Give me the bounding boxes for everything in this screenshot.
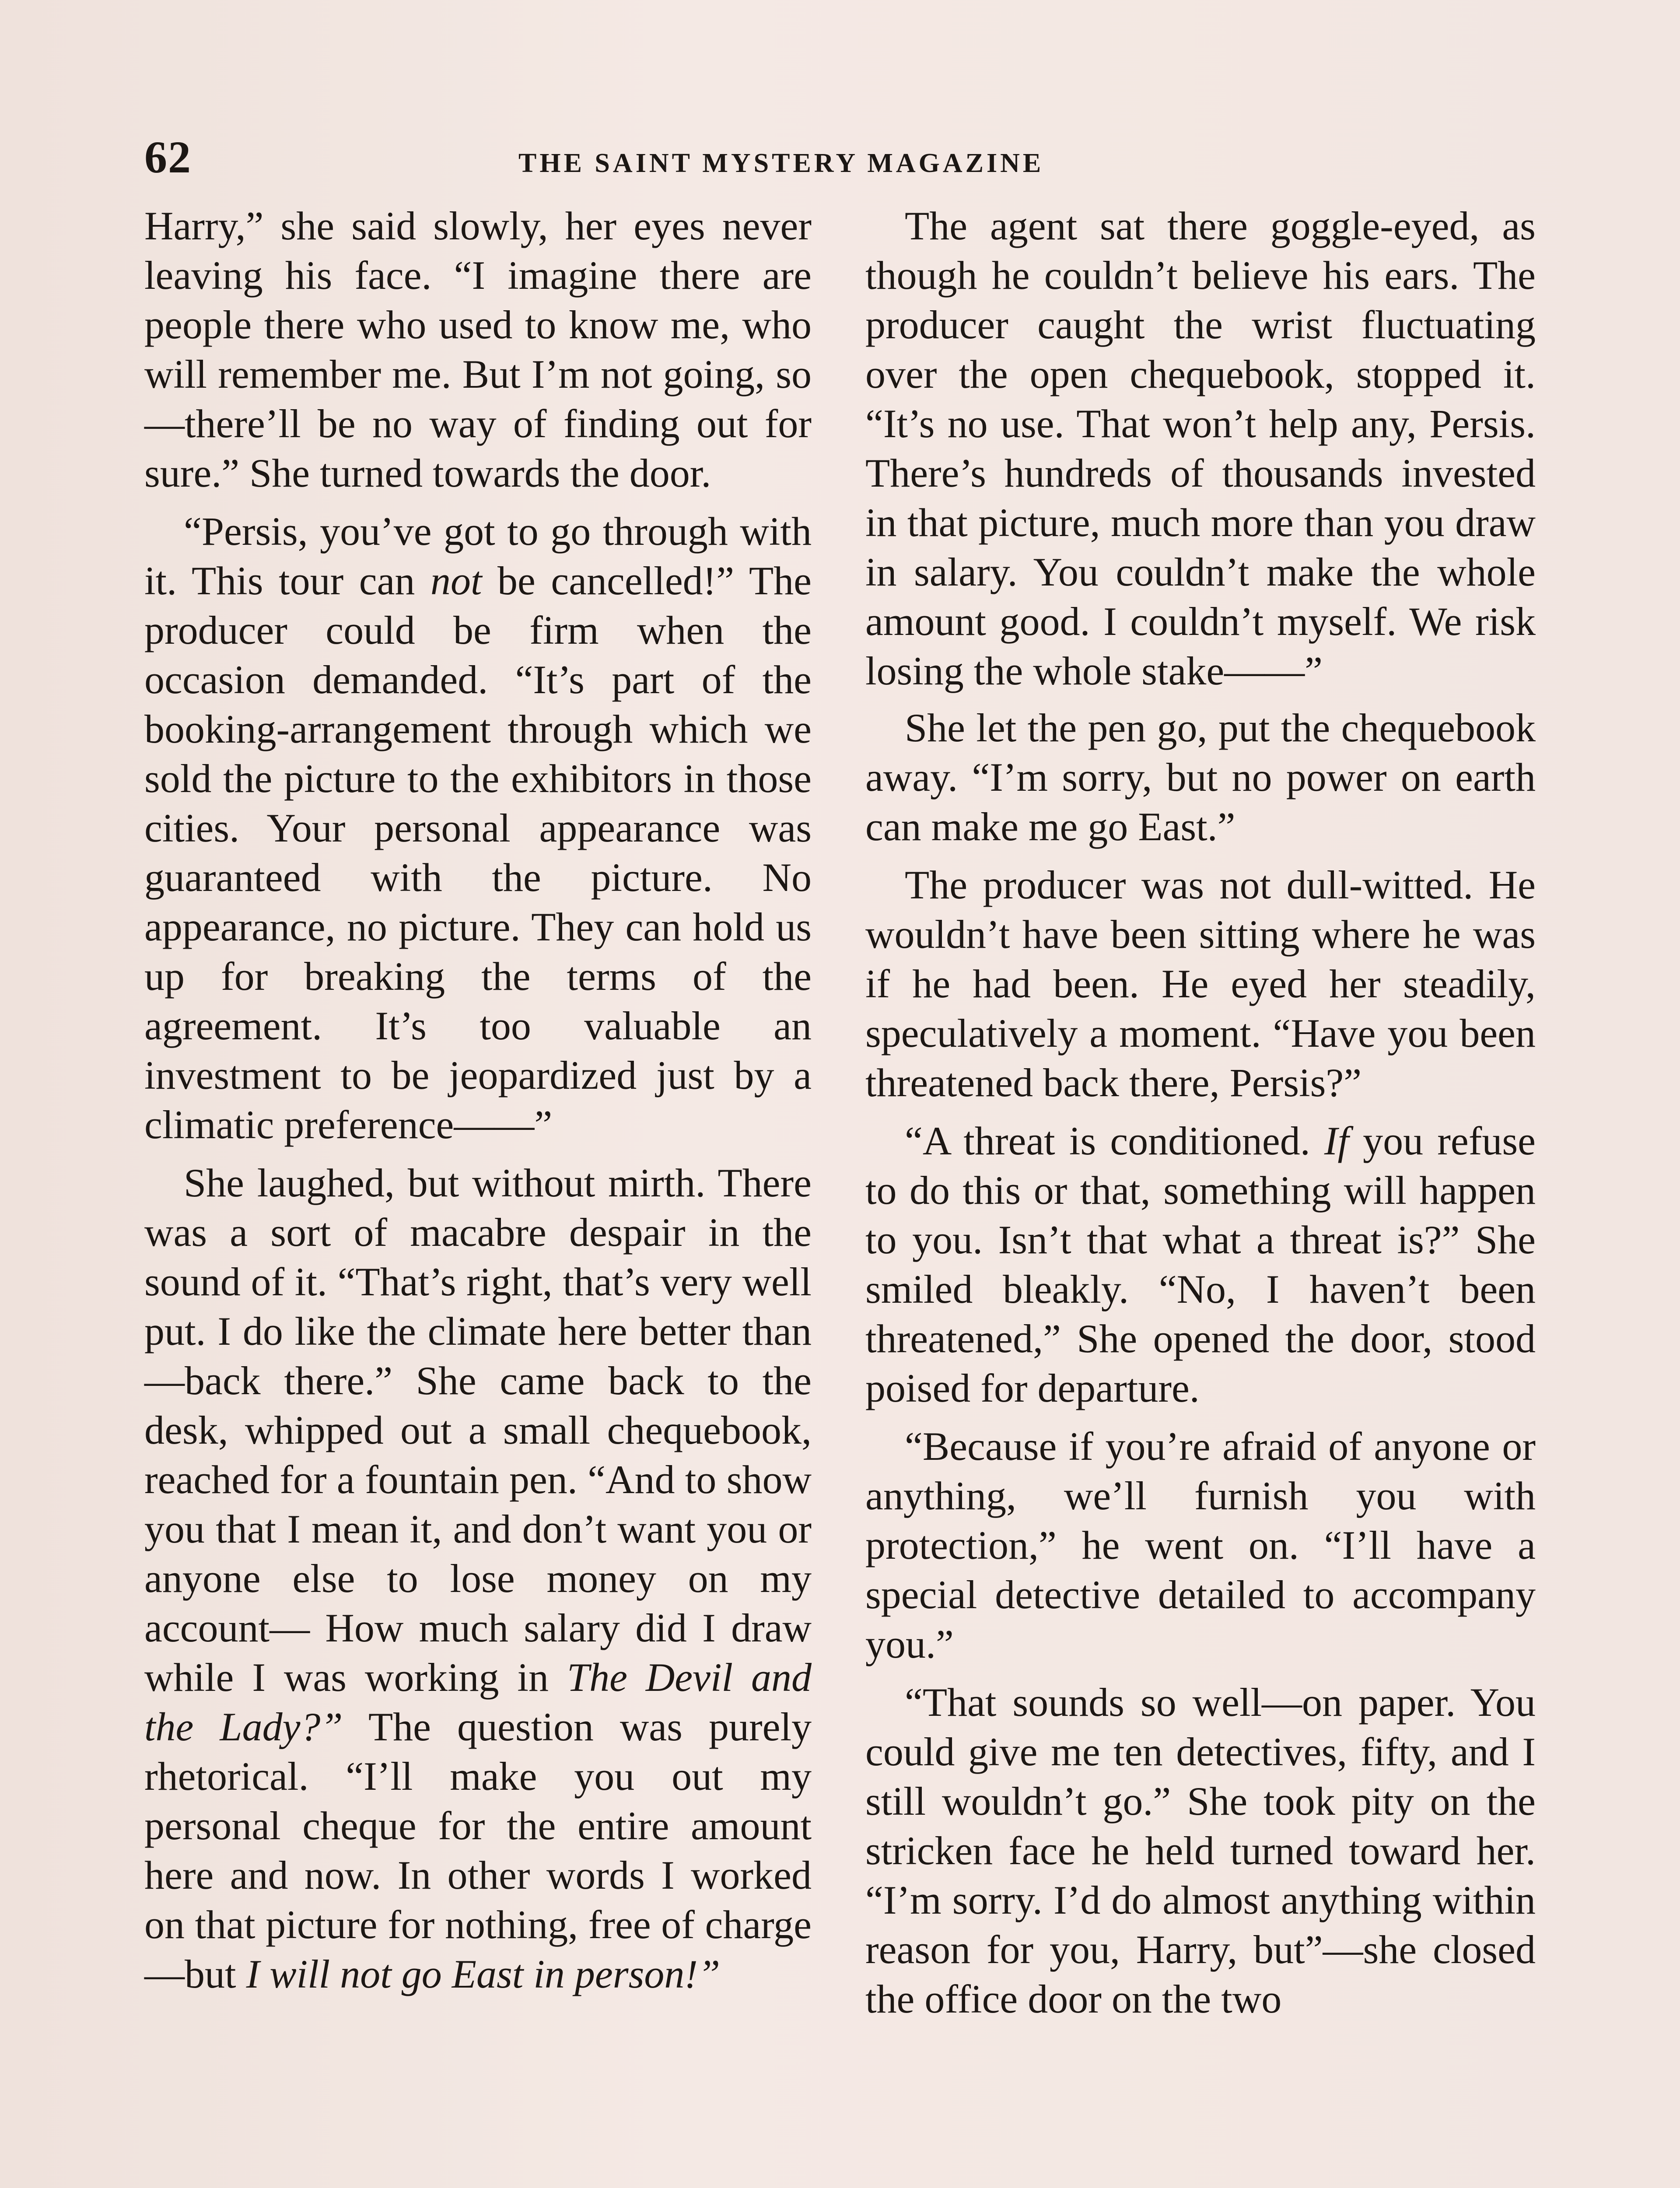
- page-header: [144, 131, 1536, 182]
- paragraph-text: She laughed, but without mirth. There was a sort of macabre despair in the sound of it. “That’s right, that’s very well put. I do like the climate here better than—back there.” She came back to the desk, whipped out a small chequebook, reached for a fountain pen. “And to show you that I mean it, and don’t want you or anyone else to lose money on my account— How much salary did I draw while I was working in: [144, 1161, 812, 1700]
- left-column: [144, 201, 812, 2006]
- paragraph-text: “Persis, you’ve got to go through with it. This tour can: [144, 509, 812, 603]
- paragraph: [865, 1116, 1536, 1413]
- italic-text: I will not go East in person!”: [246, 1952, 721, 1996]
- paragraph-text: The producer was not dull-witted. He wouldn’t have been sitting where he was if he had been. He eyed her steadily, speculatively a moment. “Have you been threatened back there, Persis?”: [865, 863, 1536, 1105]
- paragraph: [144, 507, 812, 1150]
- paragraph: [865, 703, 1536, 852]
- paragraph-text: you refuse to do this or that, something will happen to you. Isn’t that what a threat is?” She smiled bleakly. “No, I haven’t been threatened,” She opened the door, stood poised for departure.: [865, 1119, 1536, 1410]
- right-column: [865, 201, 1536, 2031]
- paragraph-text: She let the pen go, put the chequebook away. “I’m sorry, but no power on earth can make me go East.”: [865, 705, 1536, 849]
- paragraph-text: “Because if you’re afraid of anyone or anything, we’ll furnish you with protection,” he went on. “I’ll have a special detective detailed to accompany you.”: [865, 1424, 1536, 1666]
- italic-text: If: [1324, 1119, 1349, 1163]
- page-number: 62: [144, 132, 192, 182]
- paragraph: [865, 860, 1536, 1108]
- italic-text: not: [430, 558, 482, 603]
- paragraph: [865, 201, 1536, 696]
- paragraph: [144, 1158, 812, 1999]
- paragraph-text: The agent sat there goggle-eyed, as though he couldn’t believe his ears. The producer caught the wrist fluctuating over the open chequebook, stopped it. “It’s no use. That won’t help any, Persis. There’s hundreds of thousands invested in that picture, much more than you draw in salary. You couldn’t make the whole amount good. I couldn’t myself. We risk losing the whole stake——”: [865, 203, 1536, 693]
- paragraph-text: The question was purely rhetorical. “I’ll make you out my personal cheque for the entire amount here and now. In other words I worked on that picture for nothing, free of charge—but: [144, 1704, 812, 1996]
- paragraph-text: “That sounds so well—on paper. You could give me ten detectives, fifty, and I still wouldn’t go.” She took pity on the stricken face he held turned toward her. “I’m sorry. I’d do almost anything within reason for you, Harry, but”—she closed the office door on the two: [865, 1680, 1536, 2021]
- paragraph: [865, 1678, 1536, 2024]
- paragraph: [865, 1422, 1536, 1669]
- paragraph-text: Harry,” she said slowly, her eyes never leaving his face. “I imagine there are people there who used to know me, who will remember me. But I’m not going, so—there’ll be no way of finding out for sure.” She turned towards the door.: [144, 203, 812, 495]
- paragraph-text: be cancelled!” The producer could be firm when the occasion demanded. “It’s part of the booking-arrangement through which we sold the picture to the exhibitors in those cities. Your personal appearance was guaranteed with the picture. No appearance, no picture. They can hold us up for breaking the terms of the agreement. It’s too valuable an investment to be jeopardized just by a climatic preference——”: [144, 558, 812, 1147]
- paragraph: [144, 201, 812, 498]
- paragraph-text: “A threat is conditioned.: [905, 1119, 1324, 1163]
- italic-text: The Devil and the Lady?”: [144, 1655, 812, 1749]
- running-title: THE SAINT MYSTERY MAGAZINE: [518, 148, 1044, 178]
